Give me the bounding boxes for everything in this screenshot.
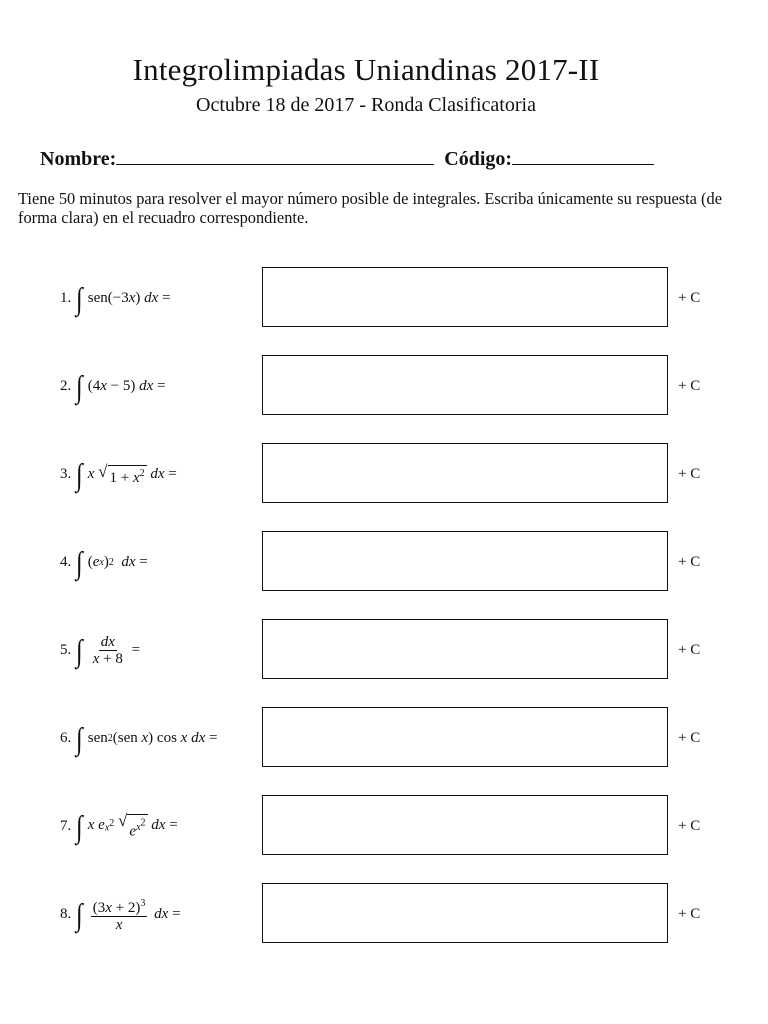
problem-number: 5. (60, 641, 72, 658)
problem-3 (0, 443, 768, 505)
plus-c-3: + C (678, 465, 701, 482)
plus-c-1: + C (678, 289, 701, 306)
problem-1 (0, 267, 768, 329)
plus-c-7: + C (678, 817, 701, 834)
name-label: Nombre: (40, 148, 117, 170)
integral-sign: ∫ (76, 456, 83, 492)
problem-4-expression (60, 531, 148, 593)
problem-number: 6. (60, 729, 72, 746)
exam-subtitle: Octubre 18 de 2017 - Ronda Clasificatoria (196, 94, 536, 116)
problem-7-expression (60, 795, 178, 857)
plus-c-2: + C (678, 377, 701, 394)
problem-1-integrand: sen(−3 x ) dx = (87, 289, 171, 306)
problem-8 (0, 883, 768, 945)
integral-sign: ∫ (76, 280, 83, 316)
problem-7-integrand: x e $x^2$ √ $e^{x^2}$ dx = (87, 811, 178, 840)
student-fields (40, 146, 654, 171)
answer-box-4[interactable] (262, 531, 668, 591)
problem-8-expression (60, 883, 181, 945)
exam-title: Integrolimpiadas Uniandinas 2017-II (132, 52, 600, 87)
plus-c-5: + C (678, 641, 701, 658)
plus-c-8: + C (678, 905, 701, 922)
problem-5 (0, 619, 768, 681)
problem-number: 8. (60, 905, 72, 922)
problem-6-expression (60, 707, 217, 769)
problem-3-integrand: x √ $1 + x^2$ dx = (87, 461, 177, 486)
integral-sign: ∫ (76, 808, 83, 844)
problem-2 (0, 355, 768, 417)
code-label: Código: (444, 148, 513, 170)
problem-8-integrand: $\frac{(3x + 2)^3}{x}$ dx = (92, 897, 181, 933)
name-line[interactable] (116, 146, 434, 165)
problem-number: 2. (60, 377, 72, 394)
instructions-text: Tiene 50 minutos para resolver el mayor número posible de integrales. Escriba únicamente su respuesta (de forma clara) en el recuadro correspondiente. (18, 189, 722, 227)
answer-box-3[interactable] (262, 443, 668, 503)
integral-sign: ∫ (76, 896, 83, 932)
problem-number: 7. (60, 817, 72, 834)
problem-number: 3. (60, 465, 72, 482)
answer-box-8[interactable] (262, 883, 668, 943)
integral-sign: ∫ (76, 720, 83, 756)
problem-7 (0, 795, 768, 857)
answer-box-7[interactable] (262, 795, 668, 855)
problem-2-integrand: (4 x − 5) dx = (87, 377, 166, 394)
plus-c-6: + C (678, 729, 701, 746)
problem-number: 1. (60, 289, 72, 306)
problem-6 (0, 707, 768, 769)
answer-box-2[interactable] (262, 355, 668, 415)
problem-2-expression (60, 355, 166, 417)
integral-sign: ∫ (76, 632, 83, 668)
integral-sign: ∫ (76, 544, 83, 580)
answer-box-6[interactable] (262, 707, 668, 767)
integral-sign: ∫ (76, 368, 83, 404)
problem-number: 4. (60, 553, 72, 570)
plus-c-4: + C (678, 553, 701, 570)
code-line[interactable] (512, 146, 654, 165)
problem-4 (0, 531, 768, 593)
problem-5-integrand: $\frac{dx}{x + 8}$ = (92, 633, 141, 667)
problem-6-integrand: sen 2 (sen x ) cos x dx = (87, 729, 218, 746)
answer-box-1[interactable] (262, 267, 668, 327)
answer-box-5[interactable] (262, 619, 668, 679)
problem-5-expression (60, 619, 140, 681)
problem-3-expression (60, 443, 177, 505)
problem-4-integrand: ( e x ) 2 dx = (87, 553, 148, 570)
problem-1-expression (60, 267, 171, 329)
